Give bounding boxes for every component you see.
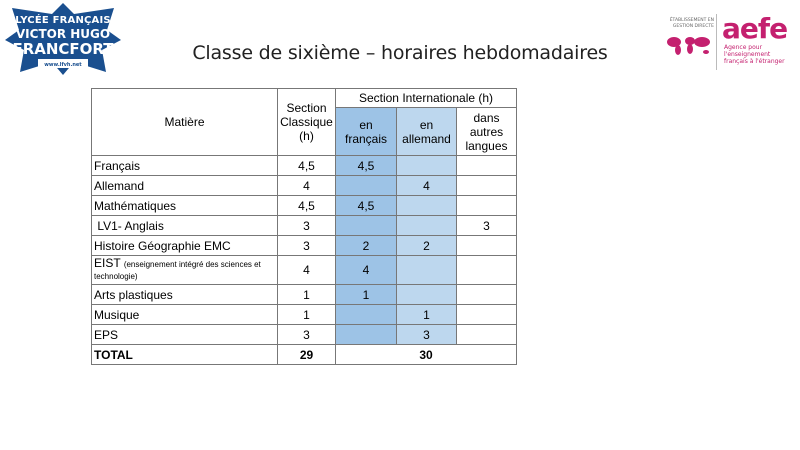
german-cell: 4 <box>397 176 457 196</box>
german-cell: 3 <box>397 325 457 345</box>
header-international: Section Internationale (h) <box>336 89 517 108</box>
header-french: en français <box>336 108 397 156</box>
classic-cell: 3 <box>278 236 336 256</box>
german-cell: 1 <box>397 305 457 325</box>
header-classic: Section Classique (h) <box>278 89 336 156</box>
subject-cell: EPS <box>92 325 278 345</box>
classic-cell: 4,5 <box>278 156 336 176</box>
header-row <box>92 89 517 108</box>
total-row <box>92 345 517 365</box>
classic-cell: 4 <box>278 256 336 285</box>
aefe-brand: aefe <box>722 12 788 45</box>
classic-cell: 3 <box>278 325 336 345</box>
french-cell: 4,5 <box>336 156 397 176</box>
french-cell: 2 <box>336 236 397 256</box>
other-cell <box>457 285 517 305</box>
subject-cell: Français <box>92 156 278 176</box>
other-cell <box>457 156 517 176</box>
french-cell <box>336 216 397 236</box>
table-row <box>92 285 517 305</box>
french-cell <box>336 305 397 325</box>
table-row <box>92 305 517 325</box>
classic-cell: 1 <box>278 285 336 305</box>
german-cell: 2 <box>397 236 457 256</box>
school-logo <box>4 2 122 76</box>
other-cell <box>457 256 517 285</box>
other-cell <box>457 176 517 196</box>
table-row <box>92 176 517 196</box>
table-row <box>92 196 517 216</box>
classic-cell: 4,5 <box>278 196 336 216</box>
german-cell <box>397 216 457 236</box>
french-cell: 4,5 <box>336 196 397 216</box>
total-international: 30 <box>336 345 517 365</box>
header-subject: Matière <box>92 89 278 156</box>
german-cell <box>397 285 457 305</box>
french-cell <box>336 176 397 196</box>
total-label: TOTAL <box>92 345 278 365</box>
other-cell <box>457 305 517 325</box>
other-cell <box>457 325 517 345</box>
subject-cell: Allemand <box>92 176 278 196</box>
school-name-line3: FRANCFORT <box>12 40 114 58</box>
french-cell: 4 <box>336 256 397 285</box>
school-name-line2: VICTOR HUGO <box>15 27 111 41</box>
school-name-line1: LYCÉE FRANÇAIS <box>15 15 111 26</box>
other-cell: 3 <box>457 216 517 236</box>
german-cell <box>397 256 457 285</box>
other-cell <box>457 196 517 216</box>
table-row <box>92 156 517 176</box>
page-title: Classe de sixième – horaires hebdomadaires <box>192 42 608 64</box>
subject-note: (enseignement intégré des sciences et technologie) <box>94 260 261 281</box>
table-row <box>92 325 517 345</box>
table-row <box>92 236 517 256</box>
table-row <box>92 256 517 285</box>
total-classic: 29 <box>278 345 336 365</box>
subject-cell <box>92 256 278 285</box>
aefe-small-text: ÉTABLISSEMENT EN GESTION DIRECTE <box>669 18 714 29</box>
table-row <box>92 216 517 236</box>
header-german: en allemand <box>397 108 457 156</box>
classic-cell: 3 <box>278 216 336 236</box>
subject-label: EIST <box>94 256 121 270</box>
other-cell <box>457 236 517 256</box>
subject-cell: Mathématiques <box>92 196 278 216</box>
subject-cell: Musique <box>92 305 278 325</box>
german-cell <box>397 196 457 216</box>
french-cell <box>336 325 397 345</box>
header-other: dans autres langues <box>457 108 517 156</box>
classic-cell: 4 <box>278 176 336 196</box>
subject-cell: Arts plastiques <box>92 285 278 305</box>
french-cell: 1 <box>336 285 397 305</box>
german-cell <box>397 156 457 176</box>
classic-cell: 1 <box>278 305 336 325</box>
schedule-table <box>91 88 517 365</box>
subject-cell: LV1- Anglais <box>92 216 278 236</box>
aefe-agency: Agence pour l'enseignement français à l'étranger <box>724 44 785 65</box>
school-url: www.lfvh.net <box>44 62 82 68</box>
subject-cell: Histoire Géographie EMC <box>92 236 278 256</box>
